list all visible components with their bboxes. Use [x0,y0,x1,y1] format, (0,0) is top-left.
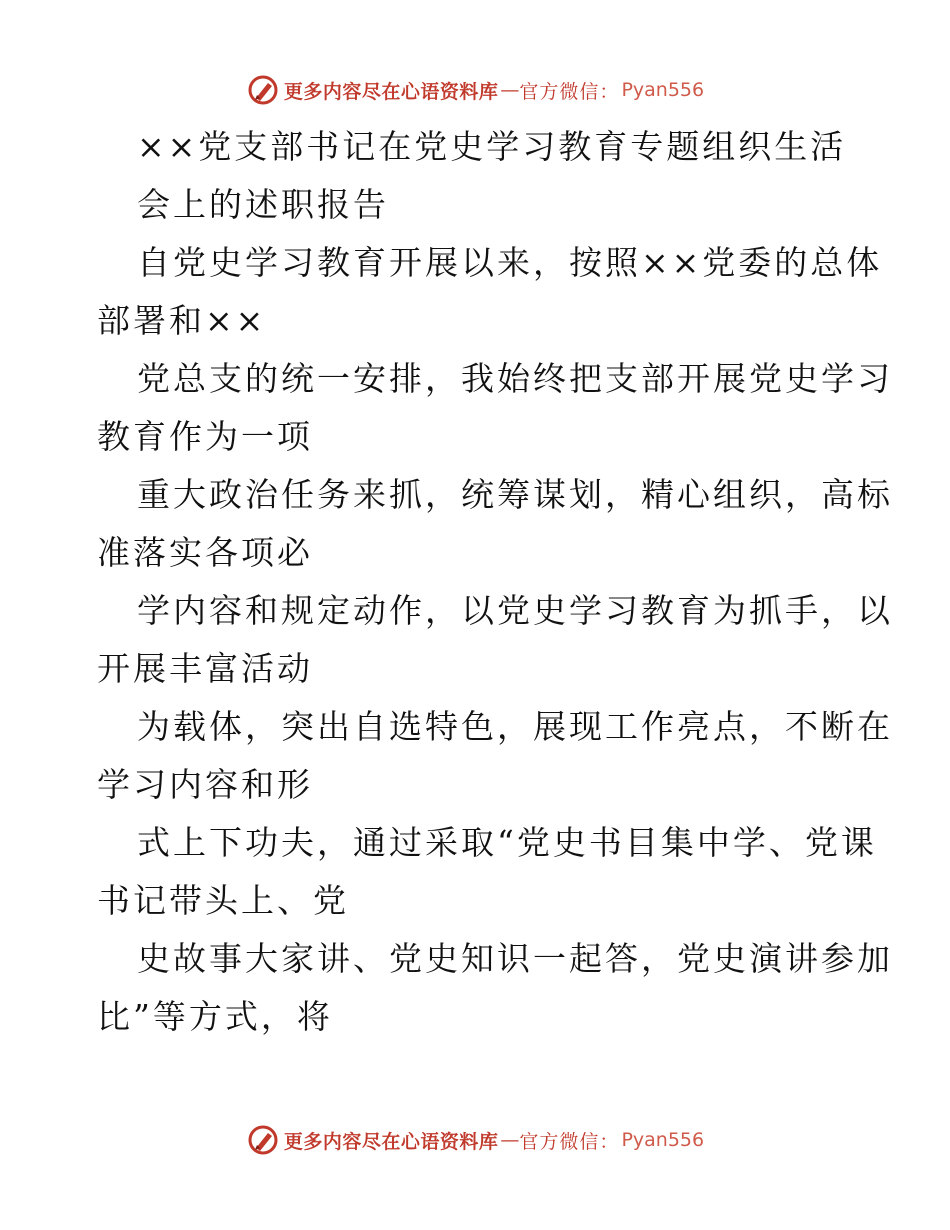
text-line: 教育作为一项 [97,417,313,456]
banner-dash: — [500,1129,518,1151]
text-line: 学习内容和形 [97,765,313,804]
banner-dash: — [500,79,518,101]
text-line: 部署和×× [97,301,267,340]
text-line: 式上下功夫，通过采取“党史书目集中学、党课 [137,823,877,862]
banner-wechat-label: 官方微信： [519,80,620,103]
text-line: 重大政治任务来抓，统筹谋划，精心组织，高标 [137,475,893,514]
banner-wechat-id: Pyan556 [621,1129,705,1151]
banner-brand: 更多内容尽在心语资料库 [283,1130,499,1153]
banner-wechat-id: Pyan556 [621,79,705,101]
text-line: 比”等方式，将 [97,997,333,1036]
pen-logo-icon [246,1123,280,1157]
text-line: 书记带头上、党 [97,881,349,920]
header-banner [0,70,950,110]
text-line: 学内容和规定动作，以党史学习教育为抓手，以 [137,591,893,630]
text-line: 开展丰富活动 [97,649,313,688]
banner-brand: 更多内容尽在心语资料库 [283,80,499,103]
text-line: 准落实各项必 [97,533,313,572]
text-line: 为载体，突出自选特色，展现工作亮点，不断在 [137,707,893,746]
text-line: 史故事大家讲、党史知识一起答，党史演讲参加 [137,939,893,978]
document-body [97,118,893,1046]
banner-wechat-label: 官方微信： [519,1130,620,1153]
footer-banner [0,1120,950,1160]
text-line: 自党史学习教育开展以来，按照××党委的总体 [137,243,883,282]
text-line: 党总支的统一安排，我始终把支部开展党史学习 [137,359,893,398]
text-line: 会上的述职报告 [137,185,389,224]
text-line: ××党支部书记在党史学习教育专题组织生活 [137,127,847,166]
pen-logo-icon [246,73,280,107]
